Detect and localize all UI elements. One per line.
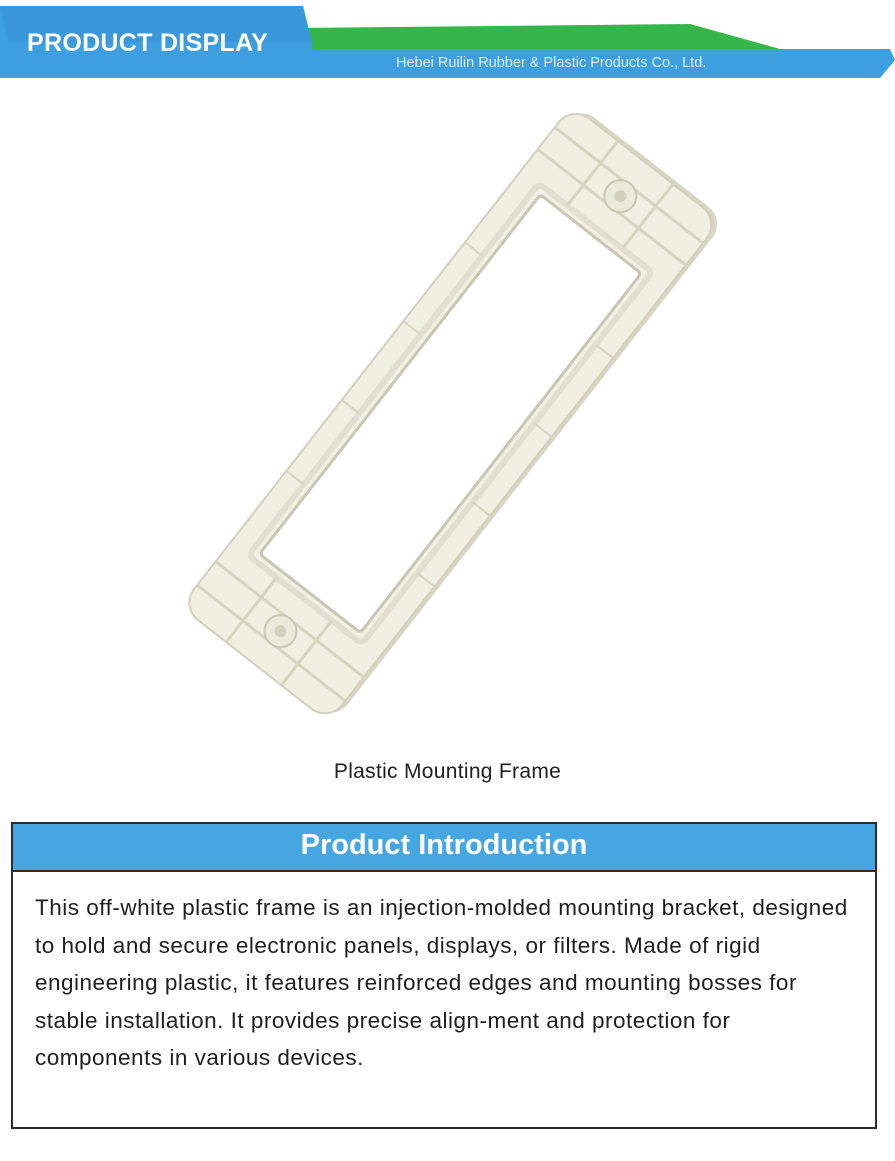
product-caption: Plastic Mounting Frame [333, 760, 562, 783]
header-banner [0, 0, 895, 82]
product-photo [100, 100, 800, 740]
company-name: Hebei Ruilin Rubber & Plastic Products Co., Ltd. [396, 55, 707, 71]
product-introduction-box [11, 822, 877, 1129]
introduction-heading: Product Introduction [13, 824, 875, 872]
banner-title: PRODUCT DISPLAY [27, 29, 269, 57]
introduction-text: This off-white plastic frame is an injection-molded mounting bracket, designed to hold and secure electronic panels, displays, or filters. Made of rigid engineering plastic, it features reinforced edges and mounting bosses for stable installation. It provides precise align-ment and protection for components in various devices. [35, 895, 848, 1070]
plastic-frame-image [100, 100, 800, 740]
